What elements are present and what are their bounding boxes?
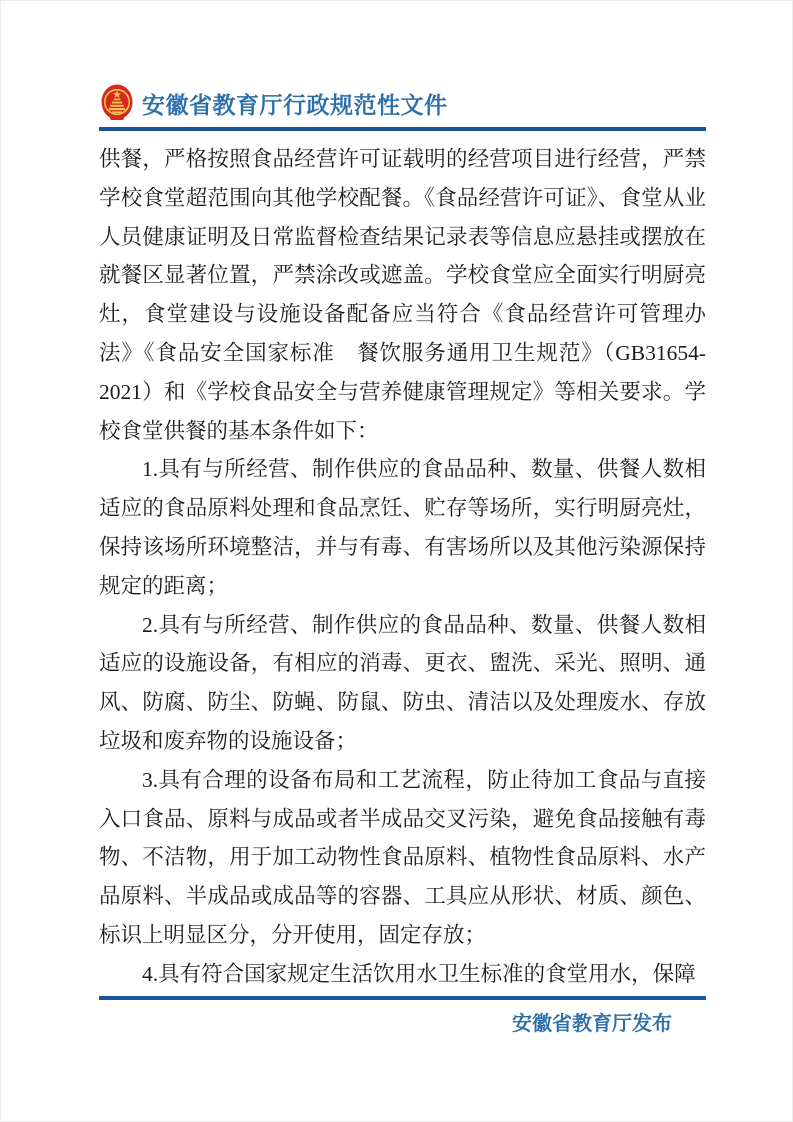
document-body (99, 140, 706, 996)
document-header-title: 安徽省教育厅行政规范性文件 (142, 91, 448, 118)
body-paragraph-item-1: 1.具有与所经营、制作供应的食品品种、数量、供餐人数相适应的食品原料处理和食品烹饪、贮存等场所，实行明厨亮灶，保持该场所环境整洁，并与有毒、有害场所以及其他污染源保持规定的距离； (99, 457, 706, 598)
national-emblem-icon (99, 83, 135, 123)
document-footer (99, 996, 706, 1036)
document-header (99, 83, 706, 131)
body-paragraph-item-2: 2.具有与所经营、制作供应的食品品种、数量、供餐人数相适应的设施设备，有相应的消毒、更衣、盥洗、采光、照明、通风、防腐、防尘、防蝇、防鼠、防虫、清洁以及处理废水、存放垃圾和废弃物的设施设备； (99, 612, 706, 753)
body-paragraph-item-4: 4.具有符合国家规定生活饮用水卫生标准的食堂用水，保障 (142, 961, 696, 986)
publisher-label: 安徽省教育厅发布 (512, 1013, 672, 1035)
body-paragraph-continuation: 供餐，严格按照食品经营许可证载明的经营项目进行经营，严禁学校食堂超范围向其他学校配餐。《食品经营许可证》、食堂从业人员健康证明及日常监督检查结果记录表等信息应悬挂或摆放在就餐区显著位置，严禁涂改或遮盖。学校食堂应全面实行明厨亮灶，食堂建设与设施设备配备应当符合《食品经营许可管理办法》《食品安全国家标准 餐饮服务通用卫生规范》（GB31654-2021）和《学校食品安全与营养健康管理规定》等相关要求。学校食堂供餐的基本条件如下： (99, 147, 706, 443)
body-paragraph-item-3: 3.具有合理的设备布局和工艺流程，防止待加工食品与直接入口食品、原料与成品或者半成品交叉污染，避免食品接触有毒物、不洁物，用于加工动物性食品原料、植物性食品原料、水产品原料、半成品或成品等的容器、工具应从形状、材质、颜色、标识上明显区分，分开使用，固定存放； (99, 767, 706, 947)
